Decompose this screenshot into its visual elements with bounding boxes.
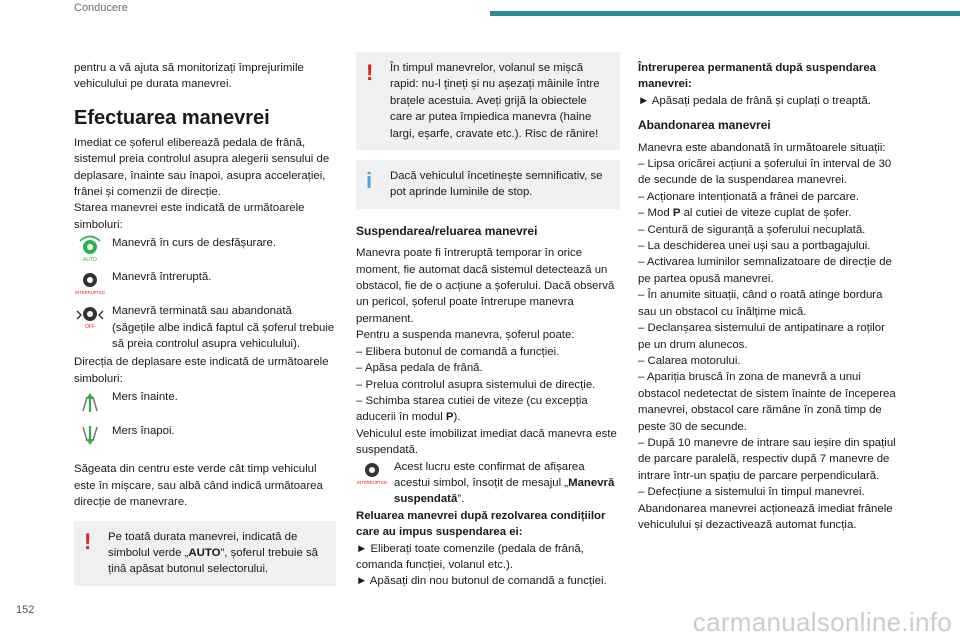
arrow-forward-icon xyxy=(74,387,106,417)
warning-icon: ! xyxy=(84,528,92,554)
directia-text: Direcția de deplasare este indicată de următoarele simboluri: xyxy=(74,356,329,385)
mod-b: P xyxy=(672,207,681,220)
info-stoplights-text: Dacă vehiculul încetinește semnificativ, se pot aprinde luminile de stop. xyxy=(390,170,603,199)
info-icon: i xyxy=(366,168,373,194)
sageata-text: Săgeata din centru este verde cât timp vehiculul este în mișcare, sau albă când indică următoarea direcție de manevrare. xyxy=(74,463,323,509)
interrupted-label: INTERRUPTED xyxy=(75,290,105,296)
warning-box-steering xyxy=(356,52,620,150)
list-item: – Acționare intenționată a frânei de parcare. xyxy=(638,190,859,203)
symbol-forward-label: Mers înainte. xyxy=(112,391,178,404)
interrupted-label: INTERRUPTED xyxy=(357,479,387,485)
confirm-c: ”. xyxy=(457,493,465,506)
list-item-a: – Schimba starea cutiei de viteze (cu excepția aducerii în modul xyxy=(356,394,588,424)
starea-text: Starea manevrei este indicată de următoarele simboluri: xyxy=(74,202,305,231)
column-3 xyxy=(638,60,900,533)
warning-steering-text: În timpul manevrelor, volanul se mișcă rapid: nu-l țineți și nu așezați mâinile între brațele acestuia. Aveți grijă la obiectele care ar putea împiedica manevra (haine largi, eșarfe, cravate etc.). Risc de rănire! xyxy=(390,62,600,140)
heading-efectuarea: Efectuarea manevrei xyxy=(74,106,270,129)
list-item-c: ). xyxy=(453,411,461,424)
header-accent-bar xyxy=(490,11,960,16)
warning-box-auto xyxy=(74,521,336,586)
list-item: – Apariția bruscă în zona de manevră a unui obstacol nedetectat de sistem înainte de începerea manevrei, obstacol care rămâne în zonă timp de peste 30 de secunde. xyxy=(638,371,896,433)
confirm-a: Acest lucru este confirmat de afișarea acestui simbol, însoțit de mesajul „ xyxy=(394,460,585,489)
mod-a: – Mod xyxy=(638,207,673,220)
final-text: Abandonarea manevrei acționează imediat frânele vehiculului și dezactivează automat funcția. xyxy=(638,502,893,531)
list-item xyxy=(356,393,620,426)
heading-suspendarea: Suspendarea/reluarea manevrei xyxy=(356,223,538,238)
list-item: – Lipsa oricărei acțiuni a șoferului în interval de 30 de secunde de la suspendarea manevrei. xyxy=(638,158,892,187)
confirm-b: Manevră suspendată xyxy=(394,476,615,506)
auto-label: AUTO xyxy=(83,257,97,264)
list-item-b: P xyxy=(445,411,454,424)
pentru-text: Pentru a suspenda manevra, șoferul poate: xyxy=(356,329,575,342)
efectuarea-text: Imediat ce șoferul eliberează pedala de frână, sistemul preia controlul asupra alegerii sensului de deplasare, înainte sau înapoi, asupra accelerației, frânei și comenzii de direcție. xyxy=(74,136,330,199)
symbol-row-progress xyxy=(74,235,336,267)
abandonarea-text: Manevra este abandonată în următoarele situații: xyxy=(638,141,886,154)
list-item xyxy=(638,205,900,221)
column-1 xyxy=(74,60,336,596)
list-item: – Defecțiune a sistemului în timpul manevrei. xyxy=(638,486,865,499)
warning-icon: ! xyxy=(366,60,374,85)
mod-c: al cutiei de viteze cuplat de șofer. xyxy=(680,207,852,220)
steering-interrupted-icon xyxy=(356,457,388,487)
warning-auto-a: Pe toată durata manevrei, indicată de simbolul verde „ xyxy=(108,530,298,559)
suspendarea-text: Manevra poate fi întreruptă temporar în orice moment, fie automat dacă sistemul detectează un obstacol, fie de o acțiune a șoferului. Dacă observă un pericol, șoferul poate întrerupe manevra permanent. xyxy=(356,247,615,325)
page-number: 152 xyxy=(16,604,35,616)
symbol-ended-label: Manevră terminată sau abandonată (săgețile albe indică faptul că șoferul trebuie să preia controlul asupra vehiculului). xyxy=(112,305,335,351)
imobilizat-text: Vehiculul este imobilizat imediat dacă manevra este suspendată. xyxy=(356,427,617,457)
list-item: – Declanșarea sistemului de antipatinare a roților pe un drum alunecos. xyxy=(638,322,885,351)
list-item: – La deschiderea unei uși sau a portbagajului. xyxy=(638,240,871,253)
symbol-back-label: Mers înapoi. xyxy=(112,425,175,438)
heading-abandonarea: Abandonarea manevrei xyxy=(638,118,771,133)
heading-intrerupere: Întreruperea permanentă după suspendarea manevrei: xyxy=(638,62,877,91)
symbol-row-back xyxy=(74,423,336,455)
steering-off-icon xyxy=(74,301,106,331)
symbol-row-interrupted xyxy=(74,269,336,301)
list-item: – Elibera butonul de comandă a funcției. xyxy=(356,345,560,358)
reluare-step: ► Eliberați toate comenzile (pedala de frână, comanda funcției, volanul etc.). xyxy=(356,542,584,571)
list-item: – Calarea motorului. xyxy=(638,354,741,367)
off-label: OFF xyxy=(85,324,95,331)
info-box-stoplights xyxy=(356,160,620,209)
warning-auto-b: AUTO xyxy=(188,546,221,559)
reluare-step: ► Apăsați din nou butonul de comandă a funcției. xyxy=(356,575,607,588)
list-item: – Apăsa pedala de frână. xyxy=(356,362,483,375)
warning-auto-c: ”, șoferul trebuie să țină apăsat butonul selectorului. xyxy=(108,546,318,576)
symbol-progress-label: Manevră în curs de desfășurare. xyxy=(112,237,276,250)
heading-reluare: Reluarea manevrei după rezolvarea condițiilor care au impus suspendarea ei: xyxy=(356,509,606,539)
intrerupere-step: ► Apăsați pedala de frână și cuplați o treaptă. xyxy=(638,94,871,107)
list-item: – În anumite situații, când o roată atinge bordura sau un obstacol cu înălțime mică. xyxy=(638,289,883,318)
symbol-row-forward xyxy=(74,389,336,421)
list-item: – După 10 manevre de intrare sau ieșire din spațiul de parcare paralelă, respectiv după 7 manevre de intrare într-un spațiu de parcare perpendiculară. xyxy=(638,436,896,482)
list-item: – Centură de siguranță a șoferului necuplată. xyxy=(638,223,866,236)
confirm-row xyxy=(356,459,620,508)
list-item: – Activarea luminilor semnalizatoare de direcție de pe partea opusă manevrei. xyxy=(638,256,892,285)
arrow-back-icon xyxy=(74,421,106,451)
list-item: – Prelua controlul asupra sistemului de direcție. xyxy=(356,378,596,391)
symbol-row-ended xyxy=(74,303,336,352)
steering-interrupted-icon xyxy=(74,267,106,297)
watermark: carmanualsonline.info xyxy=(692,607,952,637)
column-2 xyxy=(356,52,620,590)
intro-text: pentru a vă ajuta să monitorizați împrejurimile vehiculului pe durata manevrei. xyxy=(74,62,304,91)
steering-auto-icon xyxy=(74,233,106,263)
symbol-interrupted-label: Manevră întreruptă. xyxy=(112,271,212,284)
section-title: Conducere xyxy=(74,2,128,14)
